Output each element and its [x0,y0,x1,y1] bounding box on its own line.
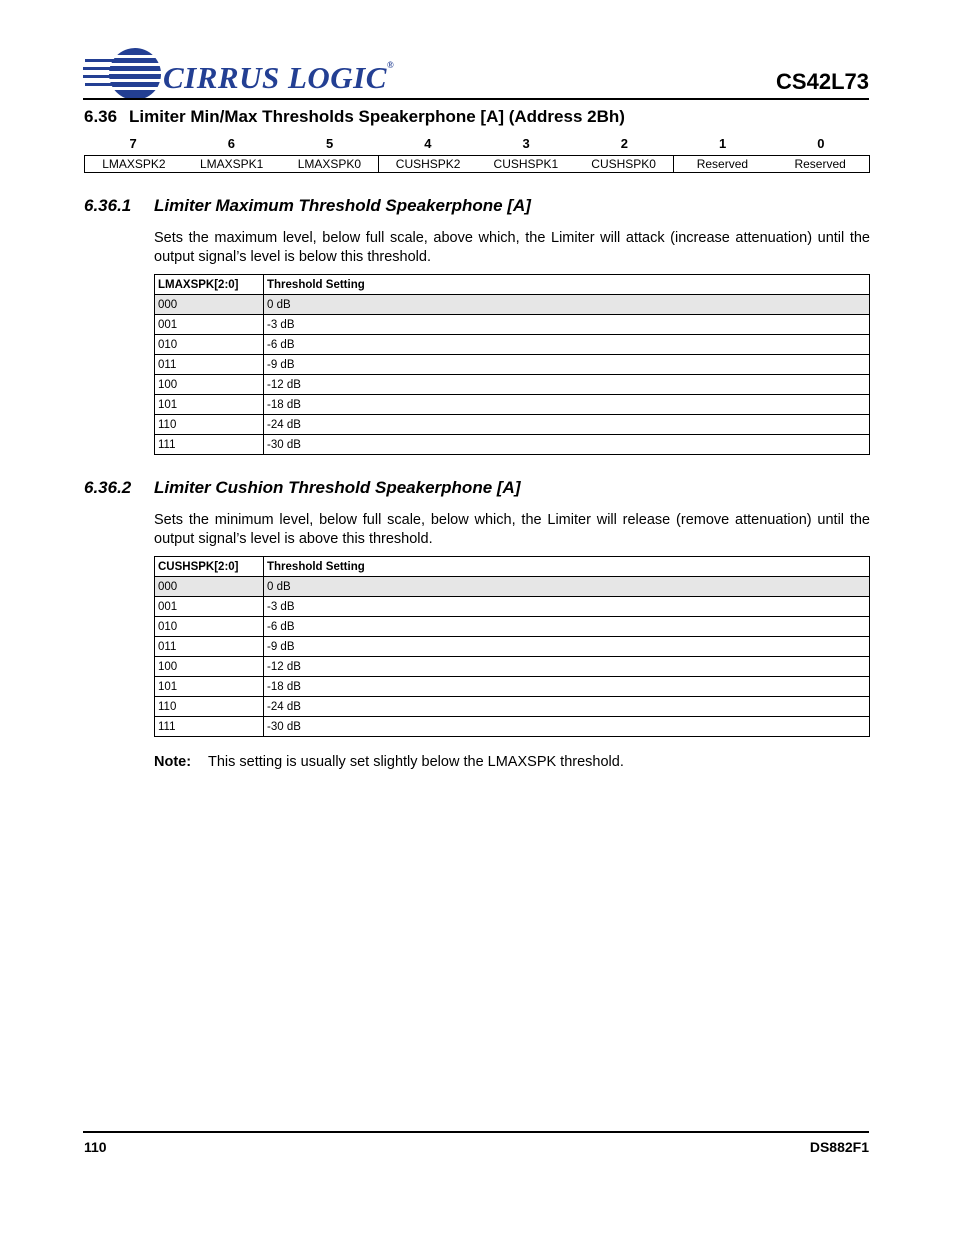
table-row [155,415,870,435]
subsection-number: 6.36.2 [84,478,132,497]
table-cell: -18 dB [264,677,870,697]
table-cell: 001 [155,597,264,617]
table-cell: -9 dB [264,355,870,375]
table-cell: -9 dB [264,637,870,657]
bit-field: CUSHSPK1 [493,157,559,171]
lmax-threshold-table [154,274,870,455]
table-row [155,355,870,375]
table-cell: 101 [155,395,264,415]
bit-number: 0 [817,136,825,151]
note-label: Note: [154,754,192,770]
table-cell: -24 dB [264,697,870,717]
table-row [155,295,870,315]
table-cell: 100 [155,657,264,677]
table-row [155,617,870,637]
table-cell: -6 dB [264,335,870,355]
bit-field: CUSHSPK0 [591,157,656,171]
cush-threshold-table [154,556,870,737]
bit-number: 7 [129,136,137,151]
table-row [155,677,870,697]
table-row [155,395,870,415]
table-header-row [155,557,870,577]
bit-number: 1 [719,136,727,151]
document-id: DS882F1 [809,1139,869,1155]
table-cell: 011 [155,637,264,657]
table-cell: -3 dB [264,597,870,617]
bit-number: 4 [424,136,432,151]
cush-description: Sets the minimum level, below full scale, below which, the Limiter will release (remove attenuation) until the output signal’s level is above this threshold. [154,512,870,547]
product-name: CS42L73 [776,69,869,94]
subsection-number: 6.36.1 [84,196,132,215]
table-cell: -12 dB [264,657,870,677]
bit-number: 5 [326,136,334,151]
table-cell: -18 dB [264,395,870,415]
bit-number: 6 [227,136,235,151]
footer-divider [83,1131,869,1133]
bit-field: LMAXSPK2 [102,157,166,171]
table-cell: -3 dB [264,315,870,335]
table-row [155,697,870,717]
table-cell: 100 [155,375,264,395]
table-cell: 0 dB [264,295,870,315]
note-text: This setting is usually set slightly below the LMAXSPK threshold. [208,754,624,770]
table-header: LMAXSPK[2:0] [155,275,264,295]
bit-field: Reserved [673,156,772,172]
table-cell: -24 dB [264,415,870,435]
bit-number: 3 [522,136,530,151]
cirrus-logic-logo [83,46,395,102]
table-row [155,315,870,335]
table-cell: 000 [155,295,264,315]
subsection-title-text: Limiter Cushion Threshold Speakerphone [A] [154,478,521,497]
table-cell: -12 dB [264,375,870,395]
header-divider [83,98,869,100]
subsection-title-text: Limiter Maximum Threshold Speakerphone [A] [154,196,531,215]
table-cell: 010 [155,335,264,355]
table-cell: 001 [155,315,264,335]
section-title-text: Limiter Min/Max Thresholds Speakerphone [A] (Address 2Bh) [129,107,625,126]
bit-field: LMAXSPK0 [297,157,362,171]
cirrus-logo-icon [83,46,163,102]
table-header-row [155,275,870,295]
register-bit-numbers [84,136,870,151]
table-cell: 110 [155,697,264,717]
table-row [155,597,870,617]
table-row [155,657,870,677]
table-row [155,637,870,657]
table-cell: 111 [155,717,264,737]
register-bit-fields [84,155,870,173]
bit-field: CUSHSPK2 [378,156,477,172]
bit-field: Reserved [794,157,846,171]
subsection-title-cush [84,478,520,498]
table-cell: -6 dB [264,617,870,637]
page-number: 110 [84,1139,107,1155]
table-row [155,375,870,395]
table-cell: 111 [155,435,264,455]
section-number: 6.36 [84,107,118,126]
table-row [155,435,870,455]
note [154,754,624,770]
logo-wordmark: CIRRUS LOGIC® [163,60,395,95]
table-cell: 000 [155,577,264,597]
bit-field: LMAXSPK1 [199,157,264,171]
table-cell: -30 dB [264,717,870,737]
table-header: Threshold Setting [264,557,870,577]
table-cell: 0 dB [264,577,870,597]
subsection-title-lmax [84,196,531,216]
bit-number: 2 [620,136,628,151]
table-cell: 101 [155,677,264,697]
table-header: Threshold Setting [264,275,870,295]
table-row [155,717,870,737]
table-cell: -30 dB [264,435,870,455]
table-cell: 010 [155,617,264,637]
table-header: CUSHSPK[2:0] [155,557,264,577]
lmax-description: Sets the maximum level, below full scale, above which, the Limiter will attack (increase attenuation) until the output signal’s level is below this threshold. [154,230,870,265]
table-cell: 110 [155,415,264,435]
table-row [155,577,870,597]
table-row [155,335,870,355]
table-cell: 011 [155,355,264,375]
section-title [84,107,625,127]
